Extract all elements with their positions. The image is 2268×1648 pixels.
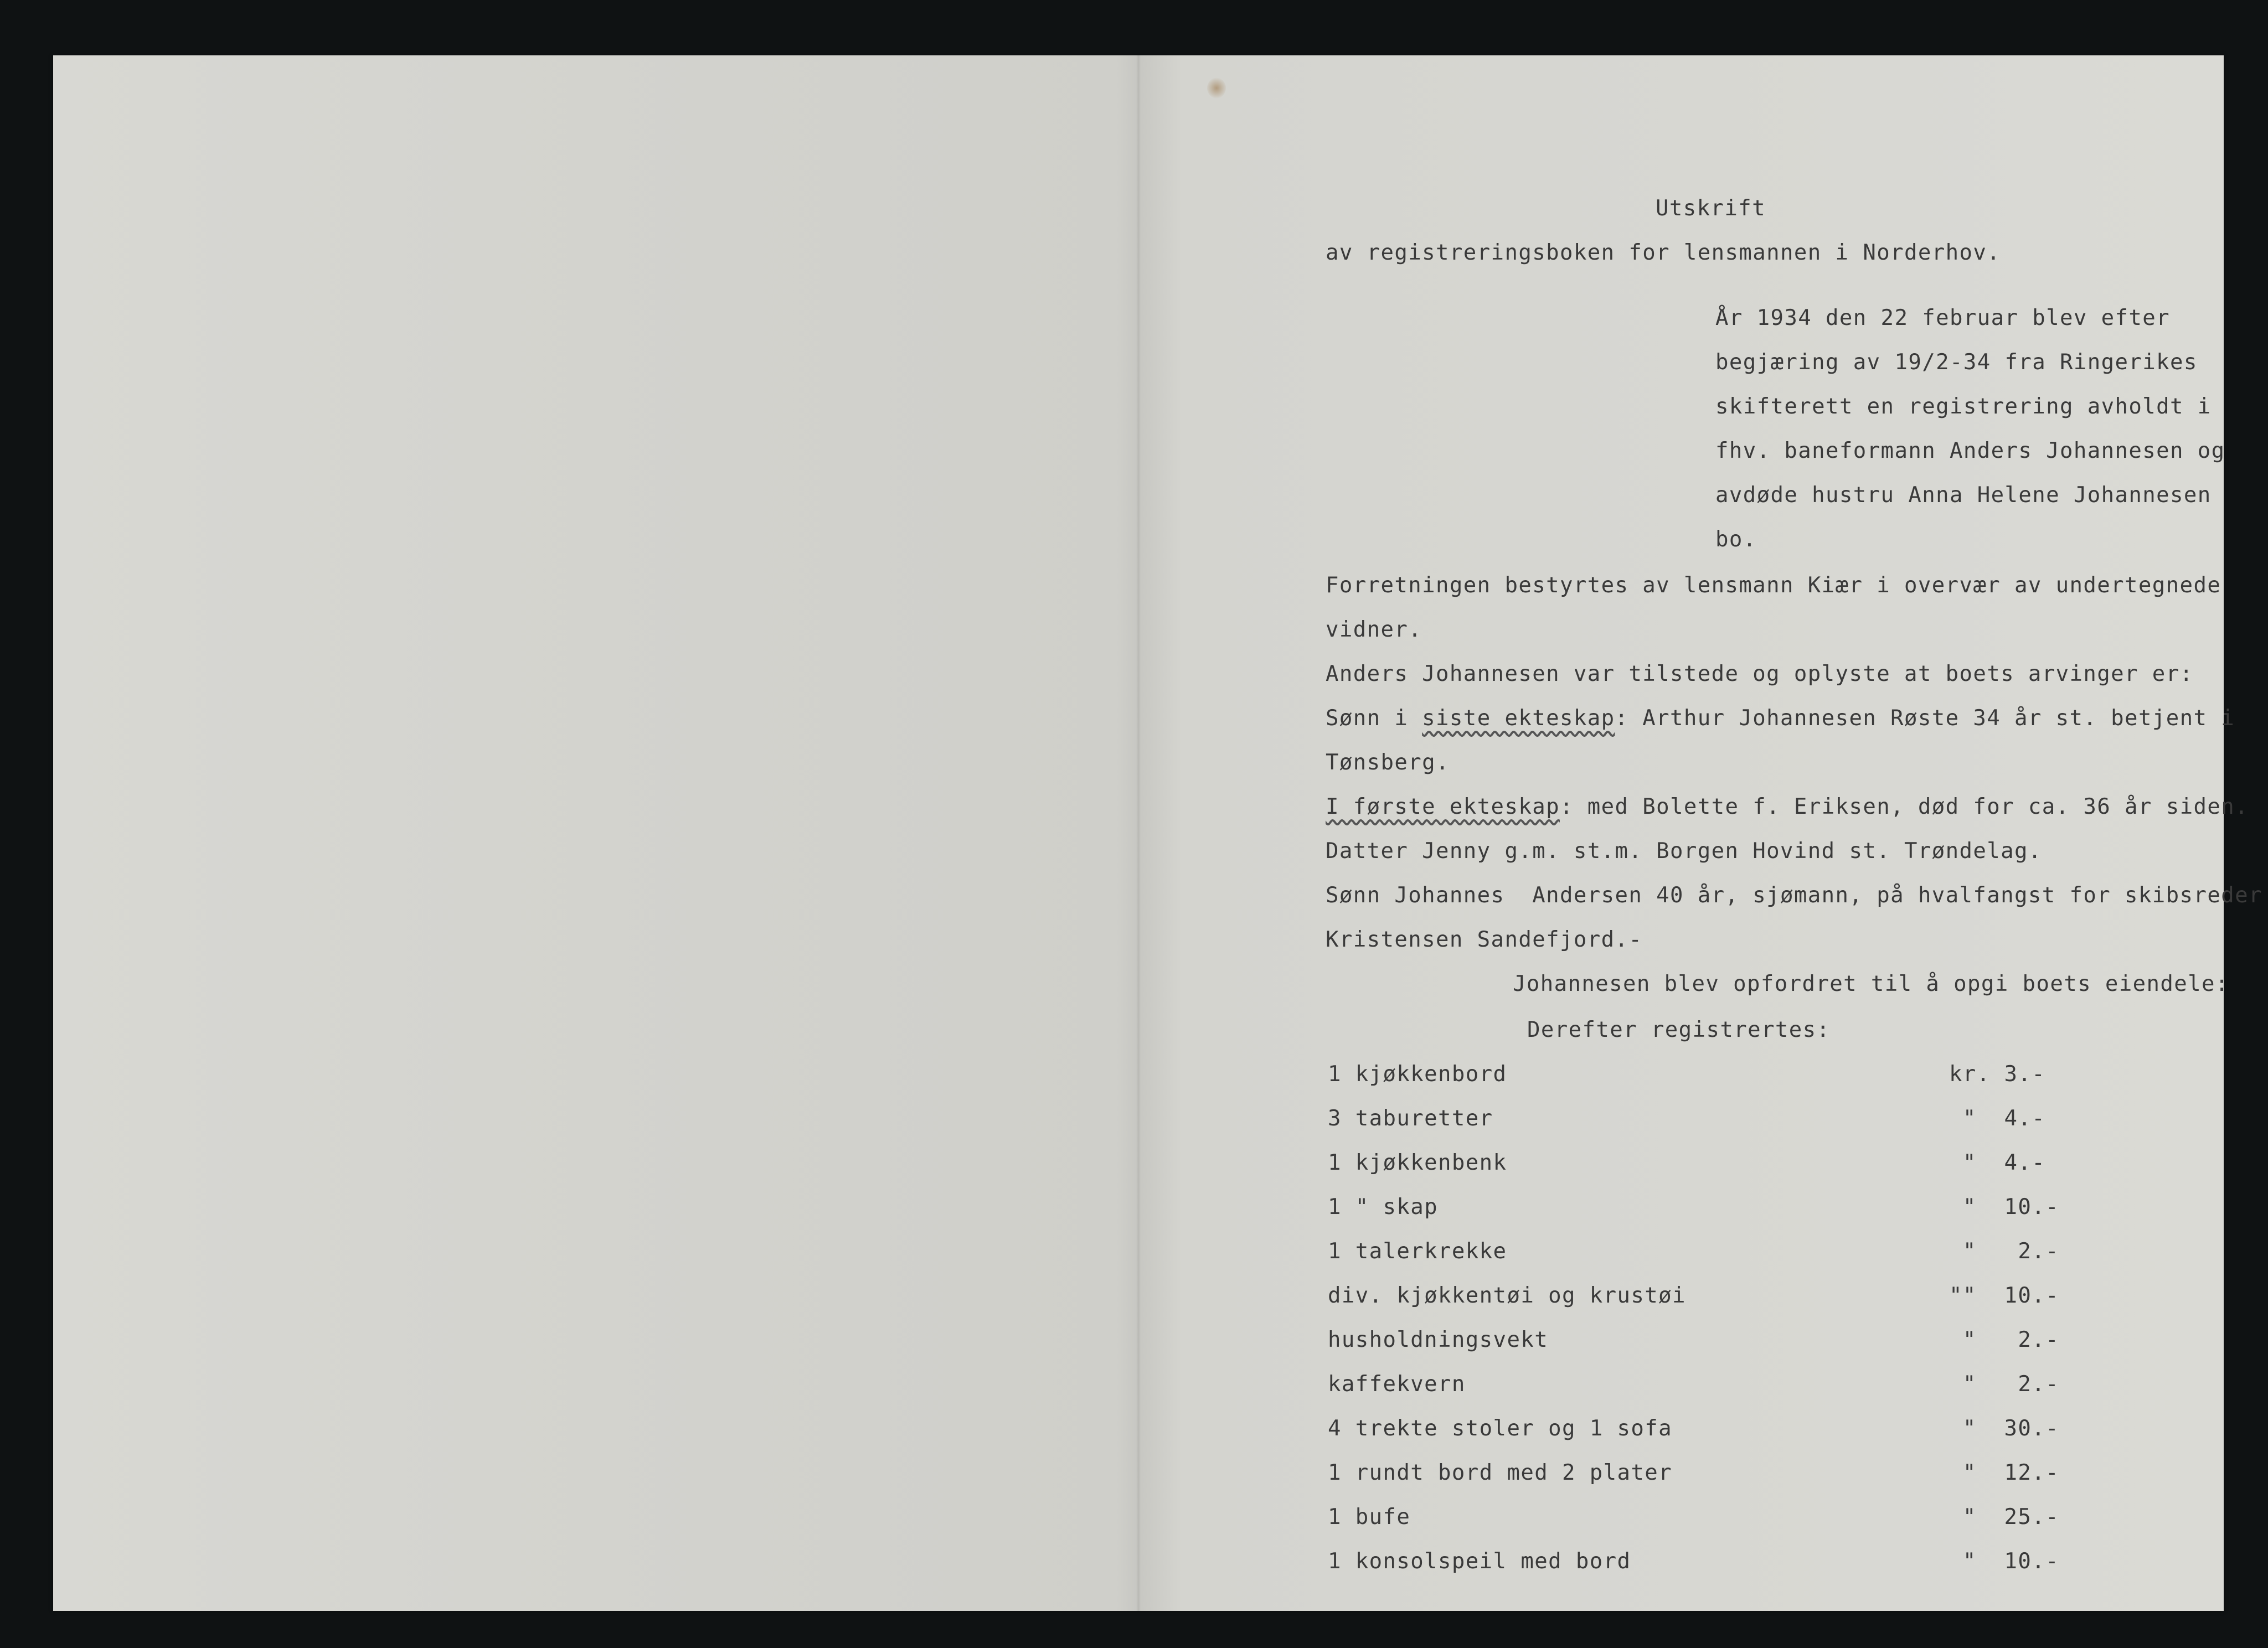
item-amount: " 2.- <box>1949 1239 2060 1264</box>
son-prefix: Sønn i <box>1326 706 1422 731</box>
son-rest: : Arthur Johannesen Røste 34 år st. betjent i <box>1615 706 2235 731</box>
registered-heading: Derefter registrertes: <box>1527 1017 1831 1042</box>
item-amount: " 10.- <box>1949 1195 2060 1220</box>
item-name: 4 trekte stoler og 1 sofa <box>1328 1416 1672 1441</box>
item-name: 1 bufe <box>1328 1505 1411 1530</box>
intro-line: avdøde hustru Anna Helene Johannesen <box>1715 483 2212 508</box>
intro-line: begjæring av 19/2-34 fra Ringerikes <box>1715 350 2198 375</box>
item-name: 1 " skap <box>1328 1195 1439 1220</box>
item-name: 1 kjøkkenbord <box>1328 1062 1507 1087</box>
paragraph-line: Forretningen bestyrtes av lensmann Kiær i overvær av undertegnede <box>1326 573 2221 598</box>
item-name: 3 taburetter <box>1328 1106 1493 1131</box>
item-name: 1 kjøkkenbenk <box>1328 1150 1507 1175</box>
stain-mark <box>1207 78 1226 99</box>
item-name: 1 konsolspeil med bord <box>1328 1549 1631 1574</box>
item-amount: " 25.- <box>1949 1505 2060 1530</box>
son2-line: Sønn Johannes Andersen 40 år, sjømann, på hvalfangst for skibsreder <box>1326 883 2262 908</box>
item-amount: " 10.- <box>1949 1549 2060 1574</box>
item-name: husholdningsvekt <box>1328 1327 1549 1352</box>
son-line <box>1326 705 2235 732</box>
intro-line: År 1934 den 22 februar blev efter <box>1715 306 2171 330</box>
item-amount: " 12.- <box>1949 1460 2060 1485</box>
item-amount: " 4.- <box>1949 1150 2046 1175</box>
item-name: 1 talerkrekke <box>1328 1239 1507 1264</box>
paragraph-line: vidner. <box>1326 617 1422 642</box>
item-amount: " 30.- <box>1949 1416 2060 1441</box>
underlined-text: siste ekteskap <box>1422 706 1615 731</box>
son-line-2: Tønsberg. <box>1326 750 1450 775</box>
item-amount: kr. 3.- <box>1949 1062 2046 1087</box>
daughter-line: Datter Jenny g.m. st.m. Borgen Hovind st. Trøndelag. <box>1326 839 2042 864</box>
item-name: kaffekvern <box>1328 1372 1466 1397</box>
document-title: Utskrift <box>1656 196 1766 221</box>
instruction-line: Johannesen blev opfordret til å opgi boets eiendele: <box>1513 972 2229 996</box>
item-name: div. kjøkkentøi og krustøi <box>1328 1283 1686 1308</box>
item-amount: " 4.- <box>1949 1106 2046 1131</box>
page-fold <box>1136 55 1141 1611</box>
document-subtitle: av registreringsboken for lensmannen i Norderhov. <box>1326 240 2001 265</box>
underlined-text: I første ekteskap <box>1326 794 1560 819</box>
son2-line-2: Kristensen Sandefjord.- <box>1326 927 1643 952</box>
item-name: 1 rundt bord med 2 plater <box>1328 1460 1672 1485</box>
intro-line: fhv. baneformann Anders Johannesen og <box>1715 438 2225 463</box>
first-marriage-line <box>1326 793 2249 821</box>
intro-line: skifterett en registrering avholdt i <box>1715 394 2212 419</box>
item-amount: " 2.- <box>1949 1372 2060 1397</box>
heirs-intro-line: Anders Johannesen var tilstede og oplyste at boets arvinger er: <box>1326 662 2194 686</box>
item-amount: "" 10.- <box>1949 1283 2060 1308</box>
item-amount: " 2.- <box>1949 1327 2060 1352</box>
intro-line: bo. <box>1715 527 1757 552</box>
first-marriage-rest: : med Bolette f. Eriksen, død for ca. 36 år siden. <box>1559 794 2249 819</box>
